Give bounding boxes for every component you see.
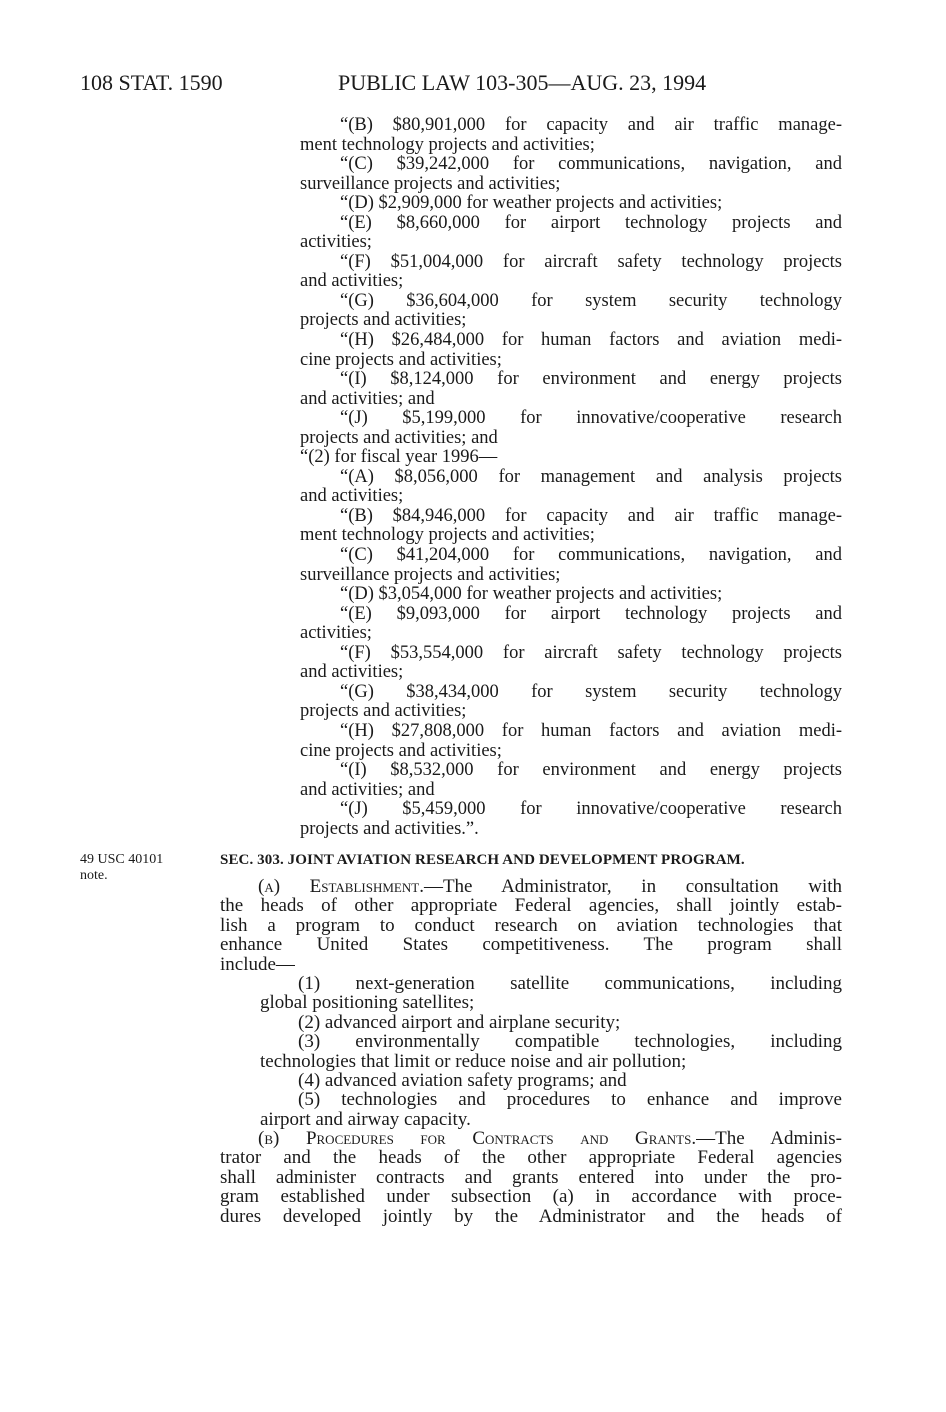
program-item: (4) advanced aviation safety programs; and (298, 1069, 627, 1091)
body-line: lish a program to conduct research on aviation technologies that (220, 914, 842, 936)
funding-list (300, 116, 842, 839)
list-line: “(D) $2,909,000 for weather projects and activities; (340, 193, 723, 214)
list-line: and activities; and (300, 779, 435, 800)
list-line: “(B) $80,901,000 for capacity and air traffic manage- (340, 115, 842, 135)
section-body (220, 877, 842, 1226)
list-line: “(H) $27,808,000 for human factors and aviation medi- (340, 720, 842, 741)
list-line: “(F) $53,554,000 for aircraft safety technology projects (340, 642, 842, 663)
list-line: “(G) $36,604,000 for system security technology (340, 290, 842, 311)
list-line: projects and activities; and (300, 427, 498, 448)
list-line: “(A) $8,056,000 for management and analysis projects (340, 466, 842, 487)
program-item: (2) advanced airport and airplane security; (298, 1011, 621, 1033)
list-line: “(E) $9,093,000 for airport technology projects and (340, 603, 842, 624)
subsection-a-text: —The Administrator, in consultation with (423, 876, 843, 897)
list-line: “(J) $5,199,000 for innovative/cooperative research (340, 408, 842, 429)
list-line: surveillance projects and activities; (300, 564, 561, 585)
list-line: “(C) $41,204,000 for communications, navigation, and (340, 545, 842, 566)
list-line: activities; (300, 232, 372, 253)
margin-note (80, 852, 163, 884)
list-line: cine projects and activities; (300, 740, 502, 761)
list-line: projects and activities; (300, 310, 467, 331)
list-line: ment technology projects and activities; (300, 134, 595, 155)
subsection-b-text: —The Adminis- (696, 1128, 842, 1150)
law-title: PUBLIC LAW 103-305—AUG. 23, 1994 (338, 70, 707, 95)
margin-note-citation: 49 USC 40101 (80, 852, 164, 867)
list-line: “(B) $84,946,000 for capacity and air traffic manage- (340, 505, 842, 526)
body-line: trator and the heads of the other appropriate Federal agencies (220, 1147, 842, 1169)
section-a-first-line (220, 877, 842, 896)
body-line: shall administer contracts and grants entered into under the pro- (220, 1166, 842, 1188)
list-line: and activities; (300, 486, 404, 507)
subsection-b-label: (b) Procedures for Contracts and Grants. (258, 1128, 697, 1150)
list-line: “(I) $8,124,000 for environment and energy projects (340, 369, 842, 390)
body-line: gram established under subsection (a) in accordance with proce- (220, 1186, 842, 1208)
list-line: and activities; and (300, 388, 435, 409)
program-item: airport and airway capacity. (260, 1108, 471, 1130)
list-line: “(I) $8,532,000 for environment and energy projects (340, 760, 842, 781)
program-item: (1) next-generation satellite communications, including (298, 972, 842, 994)
list-line: “(E) $8,660,000 for airport technology projects and (340, 212, 842, 233)
body-line: dures developed jointly by the Administrator and the heads of (220, 1205, 842, 1227)
list-line: “(F) $51,004,000 for aircraft safety technology projects (340, 251, 842, 272)
list-line: projects and activities; (300, 701, 467, 722)
list-line: “(2) for fiscal year 1996— (300, 447, 498, 468)
list-line: and activities; (300, 271, 404, 292)
list-line: “(H) $26,484,000 for human factors and aviation medi- (340, 330, 842, 351)
program-item: technologies that limit or reduce noise and air pollution; (260, 1050, 687, 1072)
program-item: (3) environmentally compatible technologies, including (298, 1031, 842, 1053)
body-line: the heads of other appropriate Federal agencies, shall jointly estab- (220, 895, 842, 917)
list-line: ment technology projects and activities; (300, 525, 595, 546)
margin-note-label: note. (80, 868, 108, 883)
stat-reference: 108 STAT. 1590 (80, 70, 223, 95)
list-line: cine projects and activities; (300, 349, 502, 370)
section-b-first-line (220, 1129, 842, 1148)
section-heading: SEC. 303. JOINT AVIATION RESEARCH AND DEVELOPMENT PROGRAM. (220, 852, 745, 868)
body-line: enhance United States competitiveness. The program shall (220, 934, 842, 956)
list-line: and activities; (300, 662, 404, 683)
program-item: global positioning satellites; (260, 992, 475, 1014)
list-line: “(J) $5,459,000 for innovative/cooperative research (340, 799, 842, 820)
list-line: “(G) $38,434,000 for system security technology (340, 681, 842, 702)
subsection-a-label: (a) Establishment. (258, 876, 424, 897)
list-line: projects and activities.”. (300, 818, 479, 839)
list-line: activities; (300, 623, 372, 644)
program-item: (5) technologies and procedures to enhance and improve (298, 1089, 842, 1111)
body-line: include— (220, 953, 295, 975)
list-line: “(D) $3,054,000 for weather projects and activities; (340, 584, 723, 605)
list-line: surveillance projects and activities; (300, 173, 561, 194)
list-line: “(C) $39,242,000 for communications, navigation, and (340, 154, 842, 175)
